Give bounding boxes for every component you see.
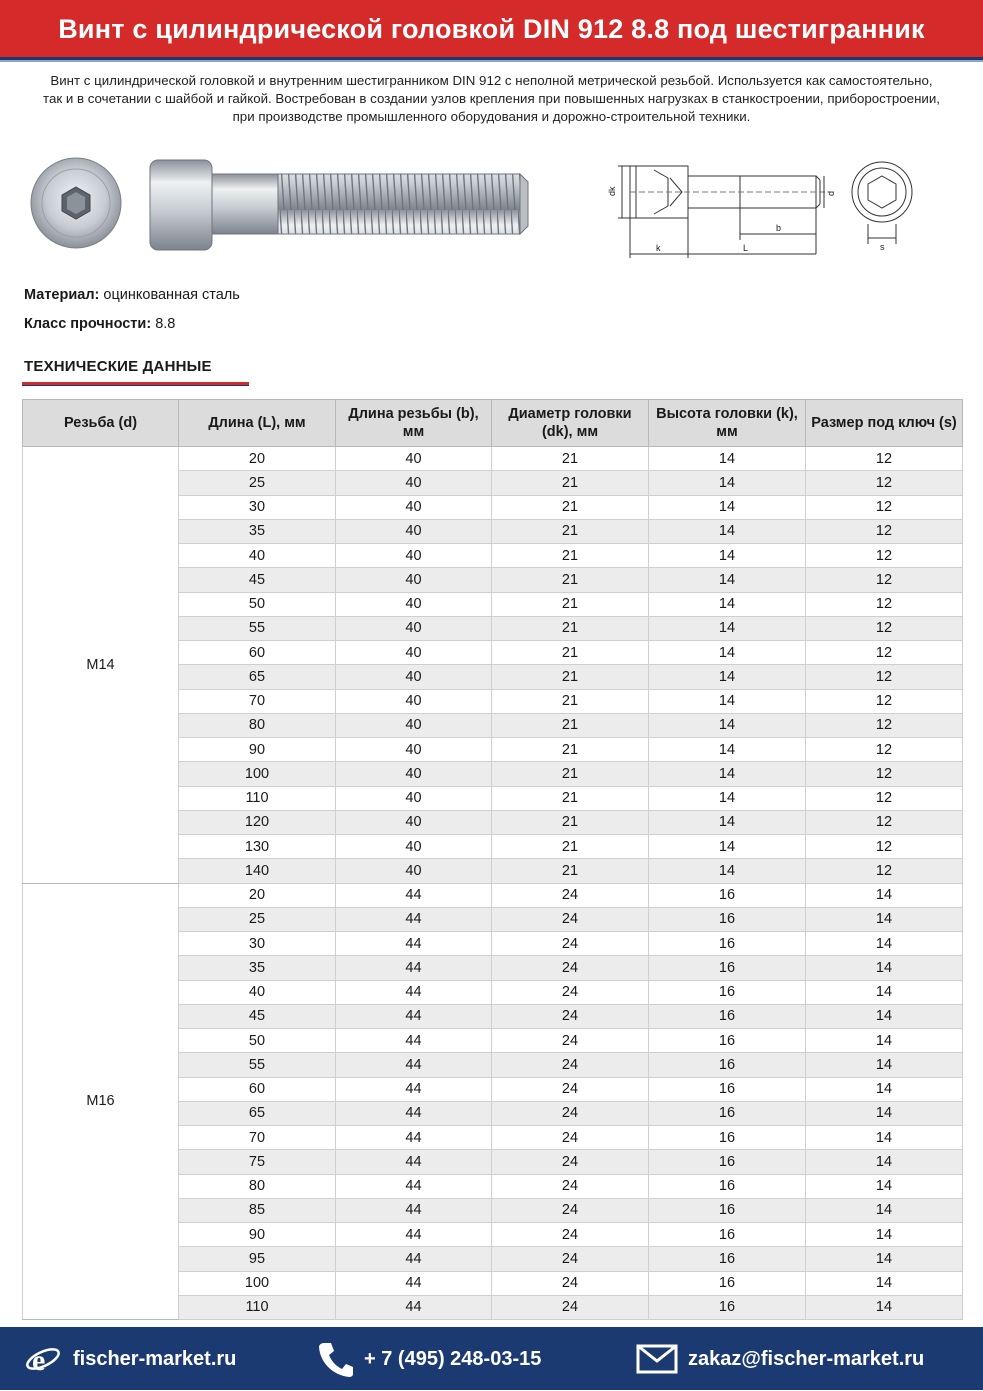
thread-length-cell: 40: [336, 616, 492, 640]
phone-icon: [316, 1340, 356, 1378]
key-size-cell: 14: [806, 1198, 963, 1222]
head-diameter-cell: 21: [492, 544, 649, 568]
thread-length-cell: 44: [336, 1198, 492, 1222]
label-s: s: [880, 242, 885, 252]
key-size-cell: 14: [806, 907, 963, 931]
key-size-cell: 12: [806, 738, 963, 762]
key-size-cell: 12: [806, 762, 963, 786]
length-cell: 45: [179, 1004, 336, 1028]
length-cell: 80: [179, 713, 336, 737]
key-size-cell: 14: [806, 1295, 963, 1319]
col-header-thread-length: Длина резьбы (b), мм: [336, 400, 492, 447]
head-diameter-cell: 24: [492, 1029, 649, 1053]
thread-length-cell: 40: [336, 665, 492, 689]
length-cell: 90: [179, 738, 336, 762]
thread-length-cell: 40: [336, 786, 492, 810]
bolt-side-view: [150, 160, 528, 250]
head-height-cell: 14: [649, 810, 806, 834]
key-size-cell: 14: [806, 932, 963, 956]
head-diameter-cell: 24: [492, 1223, 649, 1247]
head-height-cell: 14: [649, 519, 806, 543]
length-cell: 25: [179, 907, 336, 931]
label-L: L: [743, 243, 749, 253]
product-photo: [28, 150, 538, 260]
length-cell: 50: [179, 592, 336, 616]
length-cell: 95: [179, 1247, 336, 1271]
thread-length-cell: 40: [336, 641, 492, 665]
key-size-cell: 14: [806, 1126, 963, 1150]
head-diameter-cell: 21: [492, 810, 649, 834]
col-header-head-diameter: Диаметр головки (dk), мм: [492, 400, 649, 447]
head-diameter-cell: 24: [492, 1271, 649, 1295]
key-size-cell: 14: [806, 1247, 963, 1271]
head-diameter-cell: 24: [492, 1174, 649, 1198]
thread-length-cell: 44: [336, 956, 492, 980]
length-cell: 35: [179, 519, 336, 543]
key-size-cell: 14: [806, 883, 963, 907]
head-height-cell: 14: [649, 495, 806, 519]
head-height-cell: 16: [649, 1174, 806, 1198]
thread-length-cell: 44: [336, 1053, 492, 1077]
thread-length-cell: 40: [336, 592, 492, 616]
key-size-cell: 14: [806, 1150, 963, 1174]
length-cell: 40: [179, 980, 336, 1004]
length-cell: 50: [179, 1029, 336, 1053]
key-size-cell: 12: [806, 859, 963, 883]
head-diameter-cell: 21: [492, 738, 649, 762]
length-cell: 60: [179, 1077, 336, 1101]
head-height-cell: 14: [649, 665, 806, 689]
col-header-thread: Резьба (d): [23, 400, 179, 447]
thread-length-cell: 44: [336, 932, 492, 956]
key-size-cell: 12: [806, 519, 963, 543]
head-height-cell: 14: [649, 762, 806, 786]
head-diameter-cell: 21: [492, 495, 649, 519]
thread-length-cell: 40: [336, 810, 492, 834]
head-height-cell: 14: [649, 471, 806, 495]
head-height-cell: 16: [649, 1223, 806, 1247]
key-size-cell: 14: [806, 1174, 963, 1198]
length-cell: 25: [179, 471, 336, 495]
head-diameter-cell: 21: [492, 641, 649, 665]
table-row: [23, 447, 963, 471]
head-height-cell: 14: [649, 544, 806, 568]
head-diameter-cell: 24: [492, 907, 649, 931]
head-diameter-cell: 21: [492, 592, 649, 616]
head-height-cell: 16: [649, 1198, 806, 1222]
length-cell: 35: [179, 956, 336, 980]
key-size-cell: 12: [806, 786, 963, 810]
head-height-cell: 14: [649, 738, 806, 762]
section-underline-navy: [22, 385, 249, 386]
intro-text: Винт с цилиндрической головкой и внутренним шестигранником DIN 912 с неполной метрической резьбой. Используется как самостоятельно, так и в сочетании с шайбой и гайкой. Востребован в создании узлов крепления при повышенных нагрузках в станкостроении, приборостроении, при производстве промышленного оборудования и дорожно-строительной техники.: [43, 73, 940, 124]
thread-length-cell: 44: [336, 1247, 492, 1271]
spec-table: [22, 399, 963, 1320]
header-light-stripe: [0, 60, 983, 62]
key-size-cell: 14: [806, 1004, 963, 1028]
head-diameter-cell: 21: [492, 447, 649, 471]
length-cell: 75: [179, 1150, 336, 1174]
class-value: 8.8: [155, 316, 176, 332]
footer-email[interactable]: zakaz@fischer-market.ru: [688, 1348, 925, 1370]
length-cell: 100: [179, 762, 336, 786]
class-label: Класс прочности:: [24, 316, 152, 332]
head-diameter-cell: 21: [492, 519, 649, 543]
property-material: [24, 285, 240, 314]
length-cell: 30: [179, 932, 336, 956]
thread-length-cell: 40: [336, 689, 492, 713]
thread-length-cell: 44: [336, 1150, 492, 1174]
length-cell: 70: [179, 1126, 336, 1150]
thread-length-cell: 40: [336, 568, 492, 592]
length-cell: 80: [179, 1174, 336, 1198]
head-height-cell: 16: [649, 1101, 806, 1125]
key-size-cell: 12: [806, 616, 963, 640]
envelope-icon: [636, 1344, 678, 1374]
head-height-cell: 14: [649, 592, 806, 616]
head-height-cell: 16: [649, 956, 806, 980]
head-height-cell: 16: [649, 1004, 806, 1028]
head-height-cell: 16: [649, 883, 806, 907]
length-cell: 30: [179, 495, 336, 519]
key-size-cell: 12: [806, 689, 963, 713]
col-header-head-height: Высота головки (k), мм: [649, 400, 806, 447]
footer-site-link[interactable]: fischer-market.ru: [73, 1348, 237, 1370]
thread-length-cell: 44: [336, 1077, 492, 1101]
thread-length-cell: 40: [336, 859, 492, 883]
thread-length-cell: 44: [336, 1029, 492, 1053]
length-cell: 140: [179, 859, 336, 883]
length-cell: 85: [179, 1198, 336, 1222]
property-class: [24, 314, 240, 343]
key-size-cell: 14: [806, 956, 963, 980]
thread-length-cell: 44: [336, 1174, 492, 1198]
head-diameter-cell: 21: [492, 616, 649, 640]
key-size-cell: 14: [806, 1077, 963, 1101]
head-height-cell: 14: [649, 641, 806, 665]
head-diameter-cell: 24: [492, 883, 649, 907]
table-row: [23, 883, 963, 907]
head-height-cell: 14: [649, 568, 806, 592]
head-diameter-cell: 24: [492, 1004, 649, 1028]
head-diameter-cell: 24: [492, 956, 649, 980]
length-cell: 100: [179, 1271, 336, 1295]
head-diameter-cell: 24: [492, 1126, 649, 1150]
thread-length-cell: 44: [336, 1004, 492, 1028]
header: [0, 0, 983, 62]
label-k: k: [656, 243, 661, 253]
head-height-cell: 14: [649, 859, 806, 883]
head-diameter-cell: 24: [492, 980, 649, 1004]
length-cell: 110: [179, 1295, 336, 1319]
length-cell: 45: [179, 568, 336, 592]
key-size-cell: 12: [806, 495, 963, 519]
key-size-cell: 12: [806, 568, 963, 592]
head-diameter-cell: 24: [492, 932, 649, 956]
thread-length-cell: 40: [336, 447, 492, 471]
thread-length-cell: 40: [336, 471, 492, 495]
key-size-cell: 14: [806, 1053, 963, 1077]
length-cell: 60: [179, 641, 336, 665]
head-height-cell: 14: [649, 835, 806, 859]
thread-length-cell: 44: [336, 1271, 492, 1295]
col-header-key-size: Размер под ключ (s): [806, 400, 963, 447]
head-diameter-cell: 21: [492, 786, 649, 810]
head-height-cell: 16: [649, 1029, 806, 1053]
length-cell: 65: [179, 665, 336, 689]
length-cell: 65: [179, 1101, 336, 1125]
section-title: ТЕХНИЧЕСКИЕ ДАННЫЕ: [24, 358, 212, 375]
head-height-cell: 16: [649, 1053, 806, 1077]
head-height-cell: 16: [649, 1247, 806, 1271]
head-diameter-cell: 21: [492, 471, 649, 495]
thread-cell: M16: [23, 883, 179, 1320]
length-cell: 20: [179, 447, 336, 471]
key-size-cell: 12: [806, 447, 963, 471]
key-size-cell: 12: [806, 810, 963, 834]
key-size-cell: 14: [806, 980, 963, 1004]
key-size-cell: 12: [806, 592, 963, 616]
key-size-cell: 12: [806, 641, 963, 665]
head-height-cell: 16: [649, 1126, 806, 1150]
head-height-cell: 14: [649, 447, 806, 471]
technical-drawing: [607, 150, 930, 265]
label-dk: dk: [607, 186, 617, 196]
length-cell: 90: [179, 1223, 336, 1247]
table-body: [23, 447, 963, 1320]
page-title: Винт с цилиндрической головкой DIN 912 8.8 под шестигранник: [58, 14, 925, 44]
length-cell: 20: [179, 883, 336, 907]
thread-length-cell: 44: [336, 1295, 492, 1319]
thread-length-cell: 44: [336, 1101, 492, 1125]
thread-length-cell: 44: [336, 1223, 492, 1247]
head-height-cell: 16: [649, 980, 806, 1004]
thread-length-cell: 40: [336, 495, 492, 519]
length-cell: 120: [179, 810, 336, 834]
thread-length-cell: 40: [336, 835, 492, 859]
head-diameter-cell: 24: [492, 1101, 649, 1125]
label-b: b: [776, 223, 782, 233]
thread-length-cell: 40: [336, 738, 492, 762]
head-height-cell: 16: [649, 932, 806, 956]
length-cell: 110: [179, 786, 336, 810]
thread-length-cell: 44: [336, 907, 492, 931]
material-value: оцинкованная сталь: [103, 287, 240, 303]
head-diameter-cell: 24: [492, 1150, 649, 1174]
thread-length-cell: 40: [336, 713, 492, 737]
head-height-cell: 16: [649, 1295, 806, 1319]
key-size-cell: 14: [806, 1029, 963, 1053]
head-diameter-cell: 21: [492, 568, 649, 592]
key-size-cell: 14: [806, 1271, 963, 1295]
head-height-cell: 16: [649, 1077, 806, 1101]
thread-length-cell: 44: [336, 883, 492, 907]
length-cell: 40: [179, 544, 336, 568]
head-diameter-cell: 24: [492, 1247, 649, 1271]
key-size-cell: 14: [806, 1101, 963, 1125]
col-header-length: Длина (L), мм: [179, 400, 336, 447]
table-header-row: [23, 400, 963, 447]
head-diameter-cell: 24: [492, 1077, 649, 1101]
key-size-cell: 12: [806, 544, 963, 568]
footer: [0, 1327, 983, 1390]
key-size-cell: 12: [806, 835, 963, 859]
browser-e-icon: [24, 1341, 62, 1377]
properties: [24, 285, 240, 343]
length-cell: 55: [179, 1053, 336, 1077]
thread-length-cell: 40: [336, 519, 492, 543]
head-diameter-cell: 21: [492, 835, 649, 859]
head-diameter-cell: 24: [492, 1198, 649, 1222]
thread-length-cell: 40: [336, 544, 492, 568]
thread-length-cell: 44: [336, 980, 492, 1004]
key-size-cell: 12: [806, 471, 963, 495]
head-diameter-cell: 21: [492, 713, 649, 737]
head-diameter-cell: 21: [492, 859, 649, 883]
label-d: d: [826, 190, 836, 196]
head-diameter-cell: 21: [492, 762, 649, 786]
head-diameter-cell: 24: [492, 1295, 649, 1319]
head-diameter-cell: 24: [492, 1053, 649, 1077]
head-diameter-cell: 21: [492, 689, 649, 713]
thread-cell: M14: [23, 447, 179, 884]
head-height-cell: 16: [649, 1271, 806, 1295]
length-cell: 70: [179, 689, 336, 713]
thread-length-cell: 44: [336, 1126, 492, 1150]
head-height-cell: 14: [649, 616, 806, 640]
key-size-cell: 12: [806, 665, 963, 689]
bolt-head-top-view: [31, 158, 121, 248]
head-diameter-cell: 21: [492, 665, 649, 689]
length-cell: 55: [179, 616, 336, 640]
material-label: Материал:: [24, 287, 100, 303]
key-size-cell: 12: [806, 713, 963, 737]
head-height-cell: 14: [649, 713, 806, 737]
key-size-cell: 14: [806, 1223, 963, 1247]
head-height-cell: 14: [649, 786, 806, 810]
head-height-cell: 14: [649, 689, 806, 713]
head-height-cell: 16: [649, 907, 806, 931]
thread-length-cell: 40: [336, 762, 492, 786]
svg-text:e: e: [32, 1344, 46, 1377]
footer-phone[interactable]: + 7 (495) 248-03-15: [364, 1348, 542, 1370]
length-cell: 130: [179, 835, 336, 859]
head-height-cell: 16: [649, 1150, 806, 1174]
